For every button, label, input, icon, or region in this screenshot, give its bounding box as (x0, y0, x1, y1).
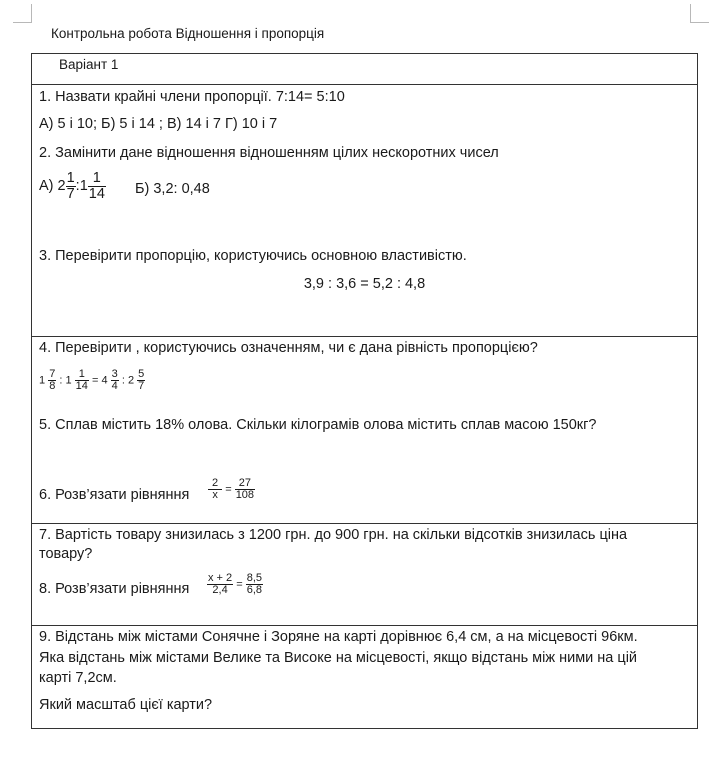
q2-a-prefix: А) 2 (39, 177, 66, 194)
q4-separator-2: : 2 (121, 374, 135, 387)
section-1 (32, 85, 697, 336)
q4-fraction-3 (111, 369, 119, 392)
q4-fraction-1 (48, 369, 56, 392)
q2-a-colon: :1 (75, 177, 88, 194)
q2-a-frac1-den: 7 (66, 185, 75, 202)
q6-left-num: 2 (208, 478, 222, 490)
q9-line-1: 9. Відстань між містами Сонячне і Зоряне на карті дорівнює 6,4 см, а на місцевості 96км. (39, 629, 638, 645)
q4-fraction-4 (137, 369, 145, 392)
q8-equals: = (236, 578, 243, 591)
q4-f1-num: 7 (49, 368, 56, 380)
section-3-row (32, 524, 698, 626)
q6-right-fraction (235, 478, 255, 501)
q2-option-b: Б) 3,2: 0,48 (135, 181, 210, 197)
q2-a-fraction-2 (88, 171, 106, 201)
q3-text: 3. Перевірити пропорцію, користуючись основною властивістю. (39, 248, 467, 264)
q6-equation (208, 478, 255, 501)
q7-line-2: товару? (39, 546, 93, 562)
section-2-row (32, 337, 698, 524)
q4-f3-den: 4 (111, 380, 118, 392)
q7-line-1: 7. Вартість товару знизилась з 1200 грн. до 900 грн. на скільки відсотків знизилась ціна (39, 527, 628, 543)
variant-label: Варіант 1 (59, 57, 119, 72)
q3-expression: 3,9 : 3,6 = 5,2 : 4,8 (303, 276, 426, 292)
q4-whole-1: 1 (39, 374, 46, 387)
section-3 (32, 524, 697, 625)
q6-right-den: 108 (235, 489, 255, 501)
q2-a-frac2-den: 14 (88, 185, 105, 202)
q5-text: 5. Сплав містить 18% олова. Скільки кілограмів олова містить сплав масою 150кг? (39, 417, 597, 433)
q4-fraction-2 (75, 369, 89, 392)
section-1-row (32, 85, 698, 337)
q8-left-den: 2,4 (212, 584, 228, 596)
q2-a-frac1-num: 1 (66, 170, 75, 186)
q2-text: 2. Замінити дане відношення відношенням цілих нескоротних чисел (39, 145, 499, 161)
q9-question: Який масштаб цієї карти? (39, 697, 213, 713)
q6-right-num: 27 (235, 478, 255, 490)
q4-text: 4. Перевірити , користуючись означенням, чи є дана рівність пропорцією? (39, 340, 538, 356)
q8-equation (207, 573, 263, 596)
document-title: Контрольна робота Відношення і пропорція (51, 26, 325, 41)
q8-left-fraction (207, 573, 233, 596)
q8-right-num: 8,5 (246, 572, 263, 584)
q4-f2-den: 14 (75, 380, 88, 392)
variant-row (32, 54, 698, 85)
q4-f1-den: 8 (49, 380, 56, 392)
q6-left-den: x (212, 489, 218, 501)
q6-left-fraction (208, 478, 222, 501)
q8-left-num: x + 2 (208, 572, 233, 584)
q4-f4-den: 7 (138, 380, 145, 392)
q1-text: 1. Назвати крайні члени пропорції. 7:14= 5:10 (39, 89, 345, 105)
q4-f3-num: 3 (111, 368, 118, 380)
crop-mark-top-right (690, 4, 709, 23)
q9-line-2: Яка відстань між містами Велике та Високе на місцевості, якщо відстань між ними на цій (39, 650, 638, 666)
q4-f4-num: 5 (138, 368, 145, 380)
q1-options: А) 5 і 10; Б) 5 і 14 ; В) 14 і 7 Г) 10 і 7 (39, 116, 278, 132)
q4-separator-1: : 1 (59, 374, 72, 387)
q2-option-a (39, 171, 106, 201)
q8-text: 8. Розв’язати рівняння (39, 581, 190, 597)
q2-a-frac2-num: 1 (88, 171, 106, 187)
crop-mark-top-left (13, 4, 32, 23)
q6-text: 6. Розв’язати рівняння (39, 487, 190, 503)
test-table (31, 53, 698, 729)
q8-right-den: 6,8 (246, 584, 263, 596)
q4-equals: = 4 (91, 374, 108, 387)
q4-equation (39, 369, 145, 392)
section-4-row (32, 626, 698, 729)
section-4 (32, 626, 697, 728)
q4-f2-num: 1 (75, 369, 89, 381)
q6-equals: = (225, 483, 232, 496)
q8-right-fraction (246, 573, 263, 596)
q2-a-fraction-1 (66, 171, 76, 201)
section-2 (32, 337, 697, 523)
q9-line-3: карті 7,2см. (39, 670, 117, 686)
